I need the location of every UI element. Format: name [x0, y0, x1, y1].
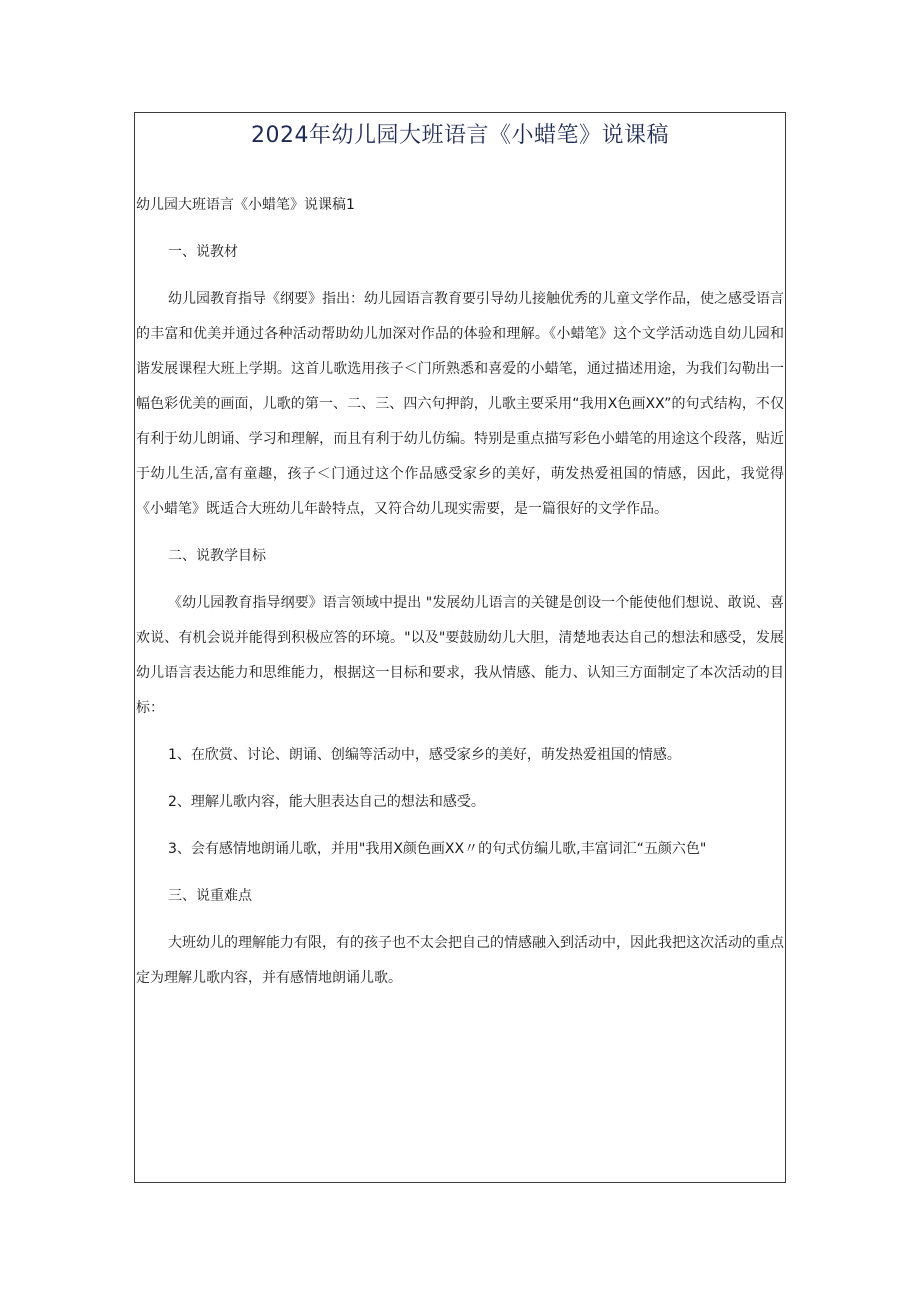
goal-item-3: 3、会有感情地朗诵儿歌，并用"我用X颜色画XX〃的句式仿编儿歌,丰富词汇“五颜六色" [168, 841, 707, 857]
section-heading-teaching-goals: 二、说教学目标 [168, 548, 266, 564]
document-subtitle: 幼儿园大班语言《小蜡笔》说课稿1 [136, 197, 355, 213]
section-heading-key-points: 三、说重难点 [168, 888, 252, 904]
paragraph-teaching-goals: 《幼儿园教育指导纲要》语言领域中提出 "发展幼儿语言的关键是创设一个能使他们想说、敢说、喜欢说、有机会说并能得到积极应答的环境。"以及"要鼓励幼儿大胆，清楚地表达自己的想法和感受，发展幼儿语言表达能力和思维能力，根据这一目标和要求，我从情感、能力、认知三方面制定了本次活动的目标： [136, 595, 784, 716]
goal-item-1: 1、在欣赏、讨论、朗诵、创编等活动中，感受家乡的美好，萌发热爱祖国的情感。 [168, 747, 681, 763]
document-body [136, 188, 784, 996]
paragraph-teaching-material: 幼儿园教育指导《纲要》指出：幼儿园语言教育要引导幼儿接触优秀的儿童文学作品，使之感受语言的丰富和优美并通过各种活动帮助幼儿加深对作品的体验和理解。《小蜡笔》这个文学活动选自幼儿园和谐发展课程大班上学期。这首儿歌选用孩子＜门所熟悉和喜爱的小蜡笔，通过描述用途，为我们勾勒出一幅色彩优美的画面，儿歌的第一、二、三、四六句押韵，儿歌主要采用“我用X色画XX”的句式结构，不仅有利于幼儿朗诵、学习和理解，而且有利于幼儿仿编。特别是重点描写彩色小蜡笔的用途这个段落，贴近于幼儿生活,富有童趣，孩子＜门通过这个作品感受家乡的美好，萌发热爱祖国的情感，因此，我觉得《小蜡笔》既适合大班幼儿年龄特点，又符合幼儿现实需要，是一篇很好的文学作品。 [136, 291, 784, 517]
paragraph-key-points: 大班幼儿的理解能力有限，有的孩子也不太会把自己的情感融入到活动中，因此我把这次活动的重点定为理解儿歌内容，并有感情地朗诵儿歌。 [136, 935, 784, 986]
section-heading-teaching-material: 一、说教材 [168, 244, 238, 260]
document-title: 2024年幼儿园大班语言《小蜡笔》说课稿 [251, 123, 669, 148]
goal-item-2: 2、理解儿歌内容，能大胆表达自己的想法和感受。 [168, 794, 485, 810]
